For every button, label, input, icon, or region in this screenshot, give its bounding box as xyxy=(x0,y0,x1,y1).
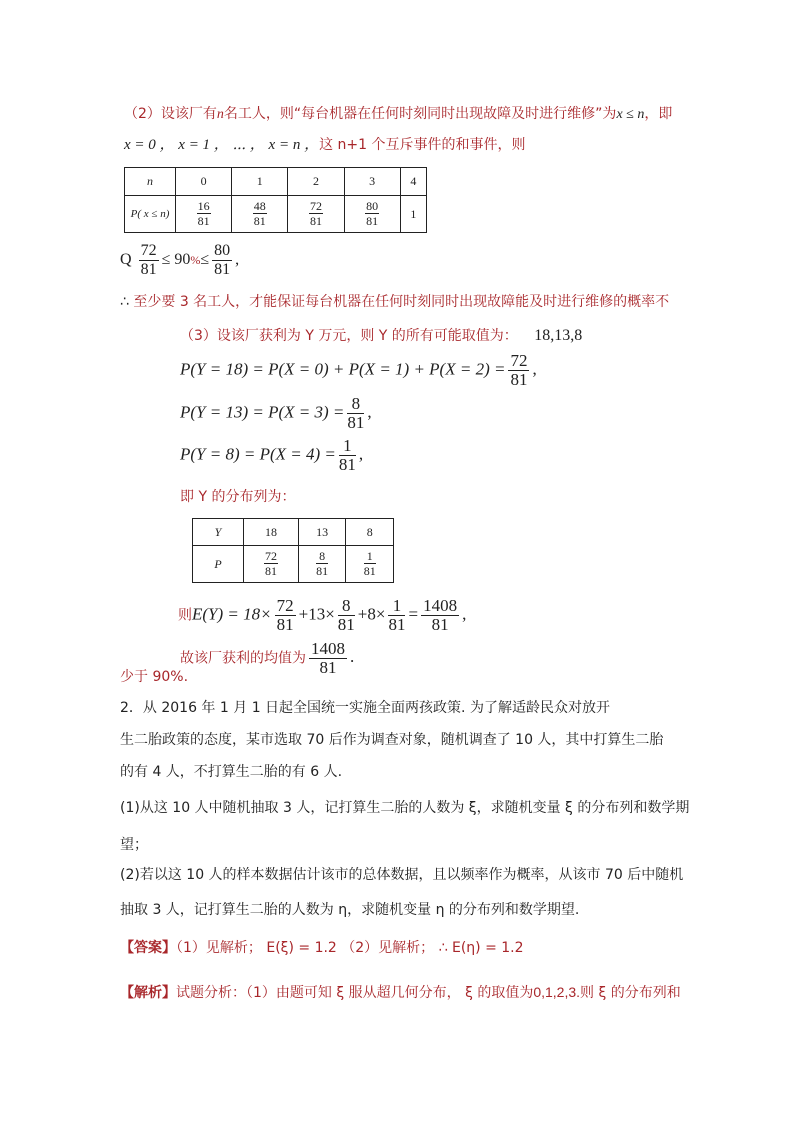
table1-prob: 1 xyxy=(400,196,426,233)
answer-line: 【答案】（1）见解析； E(ξ) = 1.2 （2）见解析； ∴ E(η) = 1.2 xyxy=(120,940,524,956)
table1-prob: $\frac{16}{81}$ xyxy=(176,196,232,233)
problem2-q1b: 望； xyxy=(120,837,148,853)
table1-col: 2 xyxy=(288,168,344,196)
table2-prob: $\frac{72}{81}$ xyxy=(244,546,299,583)
part3-intro: （3）设该厂获利为 Y 万元，则 Y 的所有可能取值为： 18,13,8 xyxy=(180,327,583,344)
conclusion-tail: 少于 90%. xyxy=(120,669,189,685)
problem2-line2: 生二胎政策的态度，某市选取 70 后作为调查对象，随机调查了 10 人，其中打算生二胎 xyxy=(120,732,664,748)
table2-p-label: P xyxy=(193,546,244,583)
problem2-line1: 2．从 2016 年 1 月 1 日起全国统一实施全面两孩政策. 为了解适龄民众对放开 xyxy=(120,700,610,716)
table1-col: 4 xyxy=(400,168,426,196)
problem2-q1a: (1)从这 10 人中随机抽取 3 人，记打算生二胎的人数为 ξ，求随机变量 ξ 的分布列和数学期 xyxy=(120,800,690,816)
distribution-table-y xyxy=(192,518,394,583)
equation-y8: P(Y = 8) = P(X = 4) = $\frac{1}{81}$ , xyxy=(180,436,364,474)
table2-value: 13 xyxy=(298,519,346,546)
distribution-label: 即 Y 的分布列为： xyxy=(180,489,296,505)
mean-line: 故该厂获利的均值为 $\frac{1408}{81}$ . xyxy=(180,639,355,677)
conclusion-line: ∴ 至少要 3 名工人，才能保证每台机器在任何时刻同时出现故障能及时进行维修的概率不 xyxy=(120,294,670,310)
equation-y13: P(Y = 13) = P(X = 3) = $\frac{8}{81}$ , xyxy=(180,394,372,432)
table1-col: 3 xyxy=(344,168,400,196)
table1-header-label: n xyxy=(125,168,176,196)
table1-prob: $\frac{72}{81}$ xyxy=(288,196,344,233)
table1-row-label: P( x ≤ n) xyxy=(125,196,176,233)
analysis-line: 【解析】试题分析：（1）由题可知 ξ 服从超几何分布， ξ 的取值为0,1,2,3.则 ξ 的分布列和 xyxy=(120,984,681,1001)
part2-line1: （2）设该厂有n名工人，则“每台机器在任何时刻同时出现故障及时进行维修”为x ≤ n，即 xyxy=(124,106,673,122)
problem2-line3: 的有 4 人，不打算生二胎的有 6 人. xyxy=(120,764,343,780)
part2-line2: x = 0 ， x = 1 ， ⋯ ， x = n ，这 n+1 个互斥事件的和事件，则 xyxy=(124,137,526,153)
problem2-q2b: 抽取 3 人，记打算生二胎的人数为 η，求随机变量 η 的分布列和数学期望. xyxy=(120,902,580,918)
equation-y18: P(Y = 18) = P(X = 0) + P(X = 1) + P(X = 2) = $\frac{72}{81}$ , xyxy=(180,351,537,389)
table2-prob: $\frac{1}{81}$ xyxy=(346,546,394,583)
table1-col: 1 xyxy=(232,168,288,196)
table1-prob: $\frac{80}{81}$ xyxy=(344,196,400,233)
table1-prob: $\frac{48}{81}$ xyxy=(232,196,288,233)
table1-col: 0 xyxy=(176,168,232,196)
problem2-q2a: (2)若以这 10 人的样本数据估计该市的总体数据，且以频率作为概率，从该市 70 后中随机 xyxy=(120,867,684,883)
table2-value: 18 xyxy=(244,519,299,546)
because-line: Q $\frac{72}{81}$ ≤ 90%≤ $\frac{80}{81}$ , xyxy=(120,242,240,278)
table2-prob: $\frac{8}{81}$ xyxy=(298,546,346,583)
table2-y-label: Y xyxy=(193,519,244,546)
expectation-line: 则E(Y) = 18× $\frac{72}{81}$ +13× $\frac{8}{81}$ +8× $\frac{1}{81}$ = $\frac{1408}{81}$ , xyxy=(178,596,467,634)
probability-table-n xyxy=(124,167,427,233)
table2-value: 8 xyxy=(346,519,394,546)
